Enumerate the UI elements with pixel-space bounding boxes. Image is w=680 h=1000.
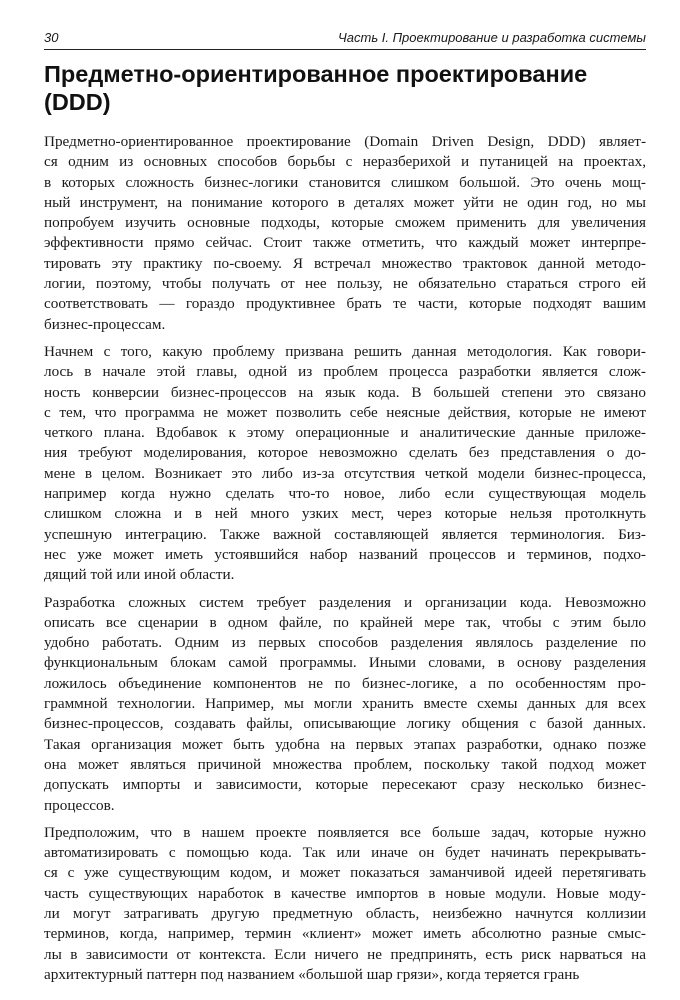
- paragraph: [44, 593, 646, 816]
- section-heading-line: Предметно-ориентированное проектирование: [44, 61, 588, 87]
- paragraph-line: автоматизировать с помощью кода. Так или иначе он будет начинать перекрывать-: [44, 844, 646, 862]
- paragraph-line: Предположим, что в нашем проекте появляется все больше задач, которые нужно: [44, 823, 646, 841]
- paragraph-line: лы в зависимости от контекста. Если ничего не предпринять, есть риск нарваться на: [44, 945, 646, 963]
- paragraph-line: допускать импорты и зависимости, которые пересекают сразу несколько бизнес-: [44, 776, 646, 794]
- paragraph-line: ность конверсии бизнес-процессов на язык кода. В большей степени это связано: [44, 383, 646, 401]
- paragraph-line: удобно работать. Одним из первых способов разделения являлось разделение по: [44, 634, 646, 652]
- section-heading-line: (DDD): [44, 89, 111, 115]
- paragraph-line: Разработка сложных систем требует разделения и организации кода. Невозможно: [44, 593, 646, 611]
- body-text: [44, 132, 646, 985]
- paragraph-line: ложилось объединение компонентов не по бизнес-логике, а по особенностям про-: [44, 674, 646, 692]
- book-page: [44, 30, 646, 992]
- paragraph: [44, 342, 646, 586]
- paragraph-line: часть существующих наработок в качестве импортов в новые модули. Новые моду-: [44, 884, 646, 902]
- paragraph-line: лось в начале этой главы, одной из проблем процесса разработки является слож-: [44, 363, 646, 381]
- paragraph-line: бизнес-процессов, создавать файлы, описывающие логику общения с базой данных.: [44, 715, 646, 733]
- paragraph: [44, 823, 646, 985]
- paragraph-line: Предметно-ориентированное проектирование (Domain Driven Design, DDD) являет-: [44, 133, 646, 150]
- paragraph-line: ния требуют моделирования, которое невозможно сделать без представления о до-: [44, 444, 646, 462]
- paragraph-line: бизнес-процессам.: [44, 315, 166, 333]
- paragraph-line: функциональным блокам самой программы. Иными словами, в основу разделения: [44, 654, 646, 672]
- paragraph-line: четкого плана. Вдобавок к этому операционные и аналитические данные приложе-: [44, 424, 646, 442]
- paragraph-line: соответствовать — гораздо продуктивнее брать те части, которые подходят вашим: [44, 295, 646, 313]
- paragraph-line: попробуем изучить основные подходы, которые сможем применить для увеличения: [44, 214, 646, 232]
- paragraph-line: она может являться причиной множества проблем, поскольку такой подход может: [44, 755, 646, 773]
- paragraph-line: успешную интеграцию. Также важной составляющей является терминология. Биз-: [44, 525, 646, 543]
- paragraph-line: Такая организация может быть удобна на первых этапах разработки, однако позже: [44, 735, 646, 753]
- paragraph-line: эффективности прямо сейчас. Стоит также отметить, что каждый может интерпре-: [44, 234, 646, 252]
- paragraph-line: описать все сценарии в одном файле, по крайней мере так, чтобы с этим было: [44, 613, 646, 631]
- paragraph-line: ся одним из основных способов борьбы с неразберихой и путаницей на проектах,: [44, 153, 646, 171]
- running-header: [44, 30, 646, 50]
- paragraph-line: дящий той или иной области.: [44, 566, 235, 584]
- paragraph-line: архитектурный паттерн под названием «большой шар грязи», когда теряется грань: [44, 965, 580, 983]
- paragraph-line: в которых сложность бизнес-логики становится слишком большой. Это очень мощ-: [44, 173, 646, 191]
- paragraph-line: ный инструмент, на понимание которого в деталях может уйти не один год, но мы: [44, 193, 646, 211]
- paragraph-line: Начнем с того, какую проблему призвана решить данная методология. Как говори-: [44, 342, 646, 360]
- paragraph-line: процессов.: [44, 796, 115, 814]
- paragraph-line: ли могут затрагивать другую предметную область, неизбежно начнутся коллизии: [44, 904, 646, 922]
- page-number: 30: [44, 30, 59, 45]
- section-heading: [44, 60, 646, 116]
- paragraph-line: терминов, когда, например, термин «клиент» может иметь абсолютно разные смыс-: [44, 925, 646, 943]
- paragraph: [44, 132, 646, 335]
- paragraph-line: нес уже может иметь устоявшийся набор названий процессов и терминов, подхо-: [44, 545, 646, 563]
- paragraph-line: с тем, что программа не может позволить себе неясные действия, которые не имеют: [44, 403, 646, 421]
- paragraph-line: мене в целом. Возникает это либо из-за отсутствия четкой модели бизнес-процесса,: [44, 464, 646, 482]
- paragraph-line: логии, поэтому, чтобы получать от нее пользу, не обязательно стараться строго ей: [44, 275, 646, 293]
- part-title: Часть I. Проектирование и разработка системы: [338, 30, 646, 45]
- paragraph-line: слишком сложна и в ней много узких мест, через которые нельзя протолкнуть: [44, 505, 646, 523]
- paragraph-line: граммной технологии. Например, мы могли хранить вместе схемы данных для всех: [44, 695, 646, 713]
- paragraph-line: например когда нужно сделать что-то новое, либо если существующая модель: [44, 485, 646, 503]
- paragraph-line: ся с уже существующим кодом, и может показаться заманчивой идеей перетягивать: [44, 864, 646, 882]
- paragraph-line: тировать эту практику по-своему. Я встречал множество трактовок данной методо-: [44, 254, 646, 272]
